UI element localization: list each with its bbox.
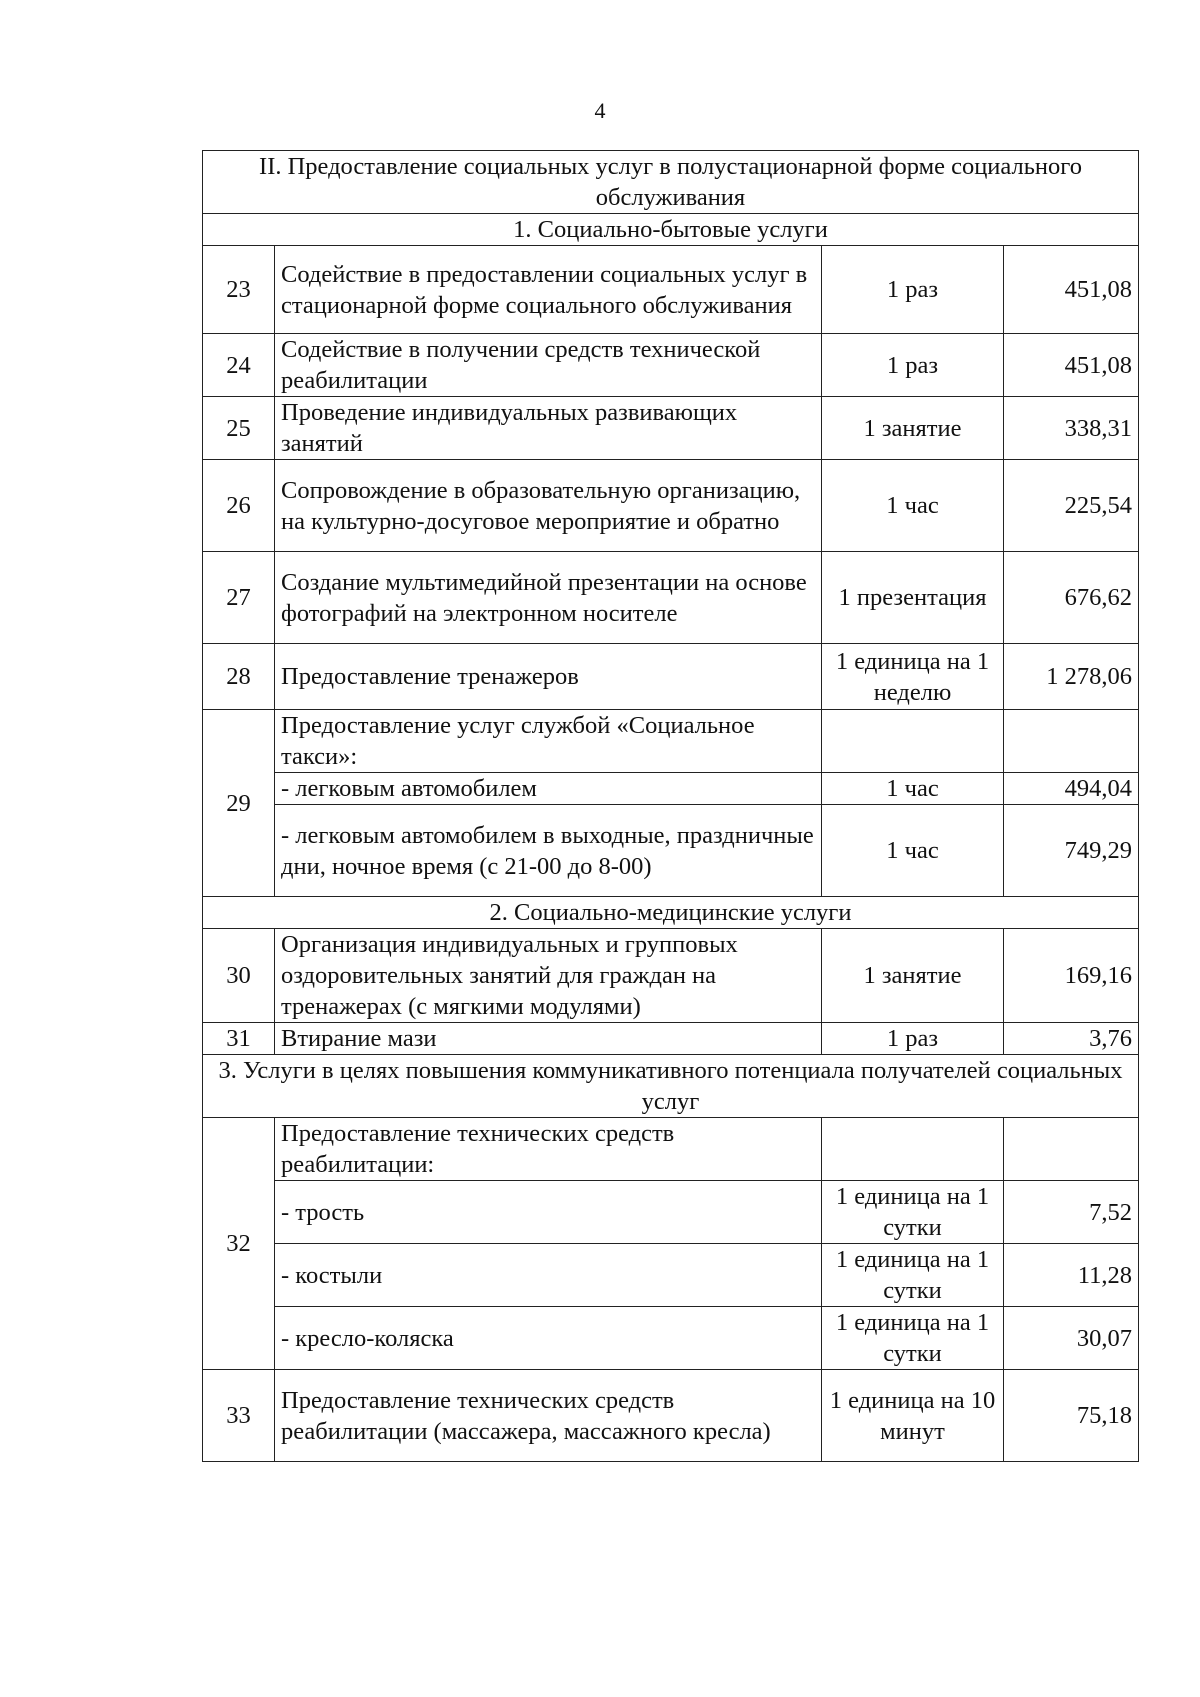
service-price: 225,54 bbox=[1004, 460, 1139, 552]
service-name: Содействие в предоставлении социальных услуг в стационарной форме социального обслуживания bbox=[275, 246, 822, 334]
service-unit: 1 единица на 1 сутки bbox=[822, 1181, 1004, 1244]
service-unit: 1 единица на 10 минут bbox=[822, 1370, 1004, 1462]
service-price: 1 278,06 bbox=[1004, 644, 1139, 710]
table-row bbox=[203, 334, 1139, 397]
group-header-row bbox=[203, 214, 1139, 246]
service-name: Предоставление тренажеров bbox=[275, 644, 822, 710]
service-name: - легковым автомобилем в выходные, праздничные дни, ночное время (с 21-00 до 8-00) bbox=[275, 805, 822, 897]
service-price: 338,31 bbox=[1004, 397, 1139, 460]
service-unit: 1 раз bbox=[822, 334, 1004, 397]
service-name: Предоставление технических средств реабилитации: bbox=[275, 1118, 822, 1181]
table-row bbox=[203, 644, 1139, 710]
row-number: 23 bbox=[203, 246, 275, 334]
row-number: 26 bbox=[203, 460, 275, 552]
service-unit: 1 занятие bbox=[822, 397, 1004, 460]
service-price: 494,04 bbox=[1004, 773, 1139, 805]
service-price: 7,52 bbox=[1004, 1181, 1139, 1244]
row-number: 29 bbox=[203, 710, 275, 897]
table-row bbox=[203, 460, 1139, 552]
service-name: - кресло-коляска bbox=[275, 1307, 822, 1370]
group-header-row bbox=[203, 897, 1139, 929]
service-unit: 1 час bbox=[822, 805, 1004, 897]
row-number: 28 bbox=[203, 644, 275, 710]
row-number: 30 bbox=[203, 929, 275, 1023]
table-subrow bbox=[203, 1307, 1139, 1370]
service-price: 676,62 bbox=[1004, 552, 1139, 644]
service-unit: 1 раз bbox=[822, 1023, 1004, 1055]
service-price: 169,16 bbox=[1004, 929, 1139, 1023]
row-number: 31 bbox=[203, 1023, 275, 1055]
service-price: 451,08 bbox=[1004, 246, 1139, 334]
service-price: 11,28 bbox=[1004, 1244, 1139, 1307]
table-subrow bbox=[203, 1244, 1139, 1307]
table-row bbox=[203, 246, 1139, 334]
table-row bbox=[203, 1118, 1139, 1181]
table-row bbox=[203, 1370, 1139, 1462]
row-number: 33 bbox=[203, 1370, 275, 1462]
service-name: Предоставление технических средств реабилитации (массажера, массажного кресла) bbox=[275, 1370, 822, 1462]
table-subrow bbox=[203, 1181, 1139, 1244]
row-number: 25 bbox=[203, 397, 275, 460]
tariff-table bbox=[202, 150, 1139, 1462]
service-name: - костыли bbox=[275, 1244, 822, 1307]
page-number: 4 bbox=[594, 98, 606, 123]
service-name: - трость bbox=[275, 1181, 822, 1244]
table-row bbox=[203, 397, 1139, 460]
table-row bbox=[203, 929, 1139, 1023]
service-unit: 1 час bbox=[822, 773, 1004, 805]
service-unit: 1 раз bbox=[822, 246, 1004, 334]
service-unit: 1 единица на 1 сутки bbox=[822, 1244, 1004, 1307]
section-header-row bbox=[203, 151, 1139, 214]
row-number: 32 bbox=[203, 1118, 275, 1370]
service-price: 451,08 bbox=[1004, 334, 1139, 397]
service-price: 749,29 bbox=[1004, 805, 1139, 897]
service-price bbox=[1004, 1118, 1139, 1181]
service-price: 75,18 bbox=[1004, 1370, 1139, 1462]
service-price: 3,76 bbox=[1004, 1023, 1139, 1055]
row-number: 27 bbox=[203, 552, 275, 644]
service-unit bbox=[822, 1118, 1004, 1181]
service-name: Сопровождение в образовательную организацию, на культурно-досуговое мероприятие и обратно bbox=[275, 460, 822, 552]
service-name: Создание мультимедийной презентации на основе фотографий на электронном носителе bbox=[275, 552, 822, 644]
group-title: 1. Социально-бытовые услуги bbox=[203, 214, 1139, 246]
service-name: Предоставление услуг службой «Социальное такси»: bbox=[275, 710, 822, 773]
service-name: Содействие в получении средств технической реабилитации bbox=[275, 334, 822, 397]
row-number: 24 bbox=[203, 334, 275, 397]
service-unit: 1 час bbox=[822, 460, 1004, 552]
table-subrow bbox=[203, 805, 1139, 897]
table-row bbox=[203, 552, 1139, 644]
service-unit: 1 единица на 1 сутки bbox=[822, 1307, 1004, 1370]
service-name: - легковым автомобилем bbox=[275, 773, 822, 805]
service-price bbox=[1004, 710, 1139, 773]
service-unit: 1 единица на 1 неделю bbox=[822, 644, 1004, 710]
group-header-row bbox=[203, 1055, 1139, 1118]
service-unit: 1 презентация bbox=[822, 552, 1004, 644]
section-title: II. Предоставление социальных услуг в полустационарной форме социального обслуживания bbox=[203, 151, 1139, 214]
table-subrow bbox=[203, 773, 1139, 805]
service-unit bbox=[822, 710, 1004, 773]
table-row bbox=[203, 710, 1139, 773]
table-row bbox=[203, 1023, 1139, 1055]
service-price: 30,07 bbox=[1004, 1307, 1139, 1370]
service-name: Организация индивидуальных и групповых оздоровительных занятий для граждан на тренажерах (с мягкими модулями) bbox=[275, 929, 822, 1023]
group-title: 3. Услуги в целях повышения коммуникативного потенциала получателей социальных услуг bbox=[203, 1055, 1139, 1118]
service-name: Проведение индивидуальных развивающих занятий bbox=[275, 397, 822, 460]
service-name: Втирание мази bbox=[275, 1023, 822, 1055]
service-unit: 1 занятие bbox=[822, 929, 1004, 1023]
group-title: 2. Социально-медицинские услуги bbox=[203, 897, 1139, 929]
